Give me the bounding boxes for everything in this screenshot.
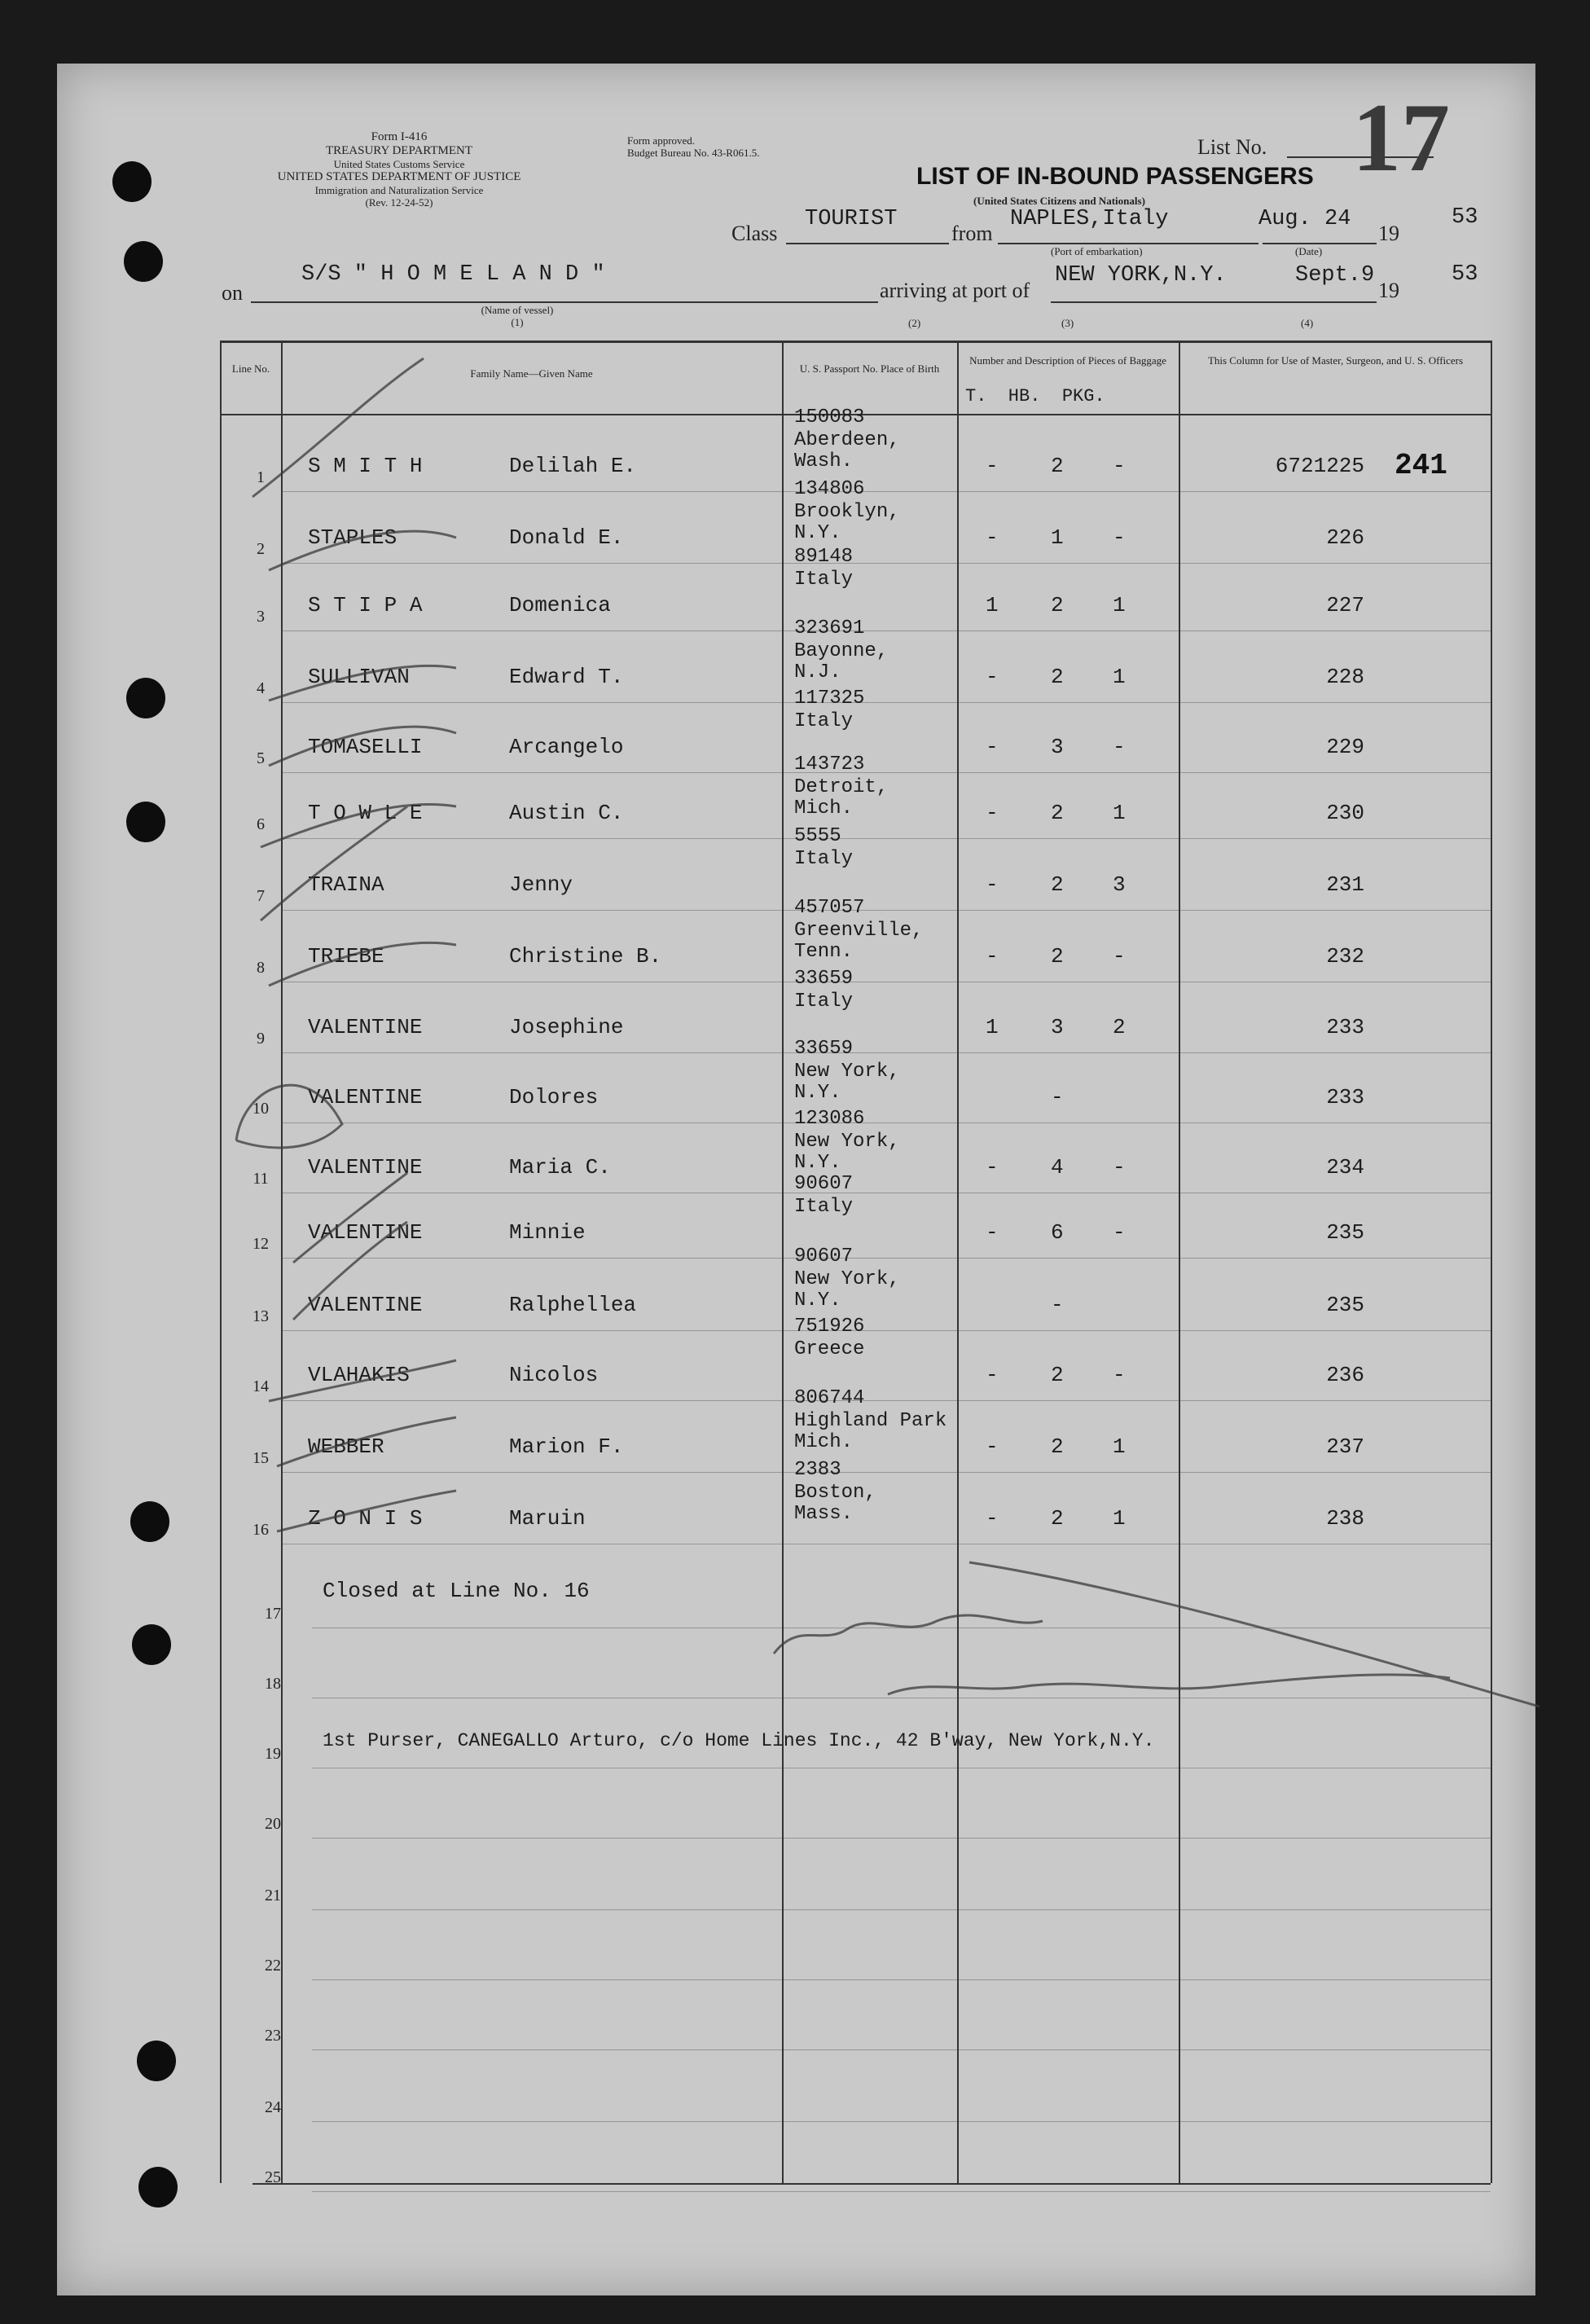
row-bag-hb: 2 xyxy=(1051,593,1064,617)
row-family-name: TOMASELLI xyxy=(308,735,423,759)
row-given-name: Dolores xyxy=(509,1085,599,1109)
row-officer-entry: 228 xyxy=(1326,665,1364,689)
row-bag-t: - xyxy=(986,1155,999,1180)
row-birthplace-1: Bayonne, xyxy=(794,640,889,662)
from-label: from xyxy=(951,222,993,245)
row-passport-no: 150083 xyxy=(794,406,865,428)
row-family-name: TRIEBE xyxy=(308,944,384,969)
page-subtitle: (United States Citizens and Nationals) xyxy=(973,195,1145,207)
row-bag-pkg: - xyxy=(1113,1363,1126,1387)
row-given-name: Delilah E. xyxy=(509,454,637,478)
row-birthplace-2: N.Y. xyxy=(794,1289,841,1311)
row-birthplace-1: Boston, xyxy=(794,1482,876,1504)
row-birthplace-1: Italy xyxy=(794,569,854,591)
row-birthplace-1: Greece xyxy=(794,1338,865,1360)
row-bag-pkg: 1 xyxy=(1113,1506,1126,1531)
row-given-name: Ralphellea xyxy=(509,1293,637,1317)
from-value: NAPLES,Italy xyxy=(1010,207,1169,231)
row-line-number: 7 xyxy=(257,887,265,905)
row-line-number: 22 xyxy=(265,1957,281,1975)
row-bag-t: - xyxy=(986,1506,999,1531)
row-bag-pkg: 3 xyxy=(1113,872,1126,897)
row-passport-no: 323691 xyxy=(794,617,865,639)
row-bag-pkg: 1 xyxy=(1113,593,1126,617)
row-birthplace-2: N.Y. xyxy=(794,1152,841,1174)
row-birthplace-2: Mass. xyxy=(794,1503,854,1525)
row-birthplace-2: N.Y. xyxy=(794,522,841,544)
row-line-number: 15 xyxy=(253,1449,269,1467)
row-bag-hb: 2 xyxy=(1051,1363,1064,1387)
col-baggage: Number and Description of Pieces of Baggage xyxy=(969,354,1166,367)
row-passport-no: 5555 xyxy=(794,825,841,847)
row-passport-no: 143723 xyxy=(794,753,865,775)
row-birthplace-1: Greenville, xyxy=(794,920,924,942)
row-bag-t: - xyxy=(986,1363,999,1387)
row-officer-entry: 235 xyxy=(1326,1293,1364,1317)
arriving-label: arriving at port of xyxy=(880,279,1030,302)
row-bag-t: - xyxy=(986,665,999,689)
embark-num: (3) xyxy=(1061,317,1074,329)
row-family-name: S M I T H xyxy=(308,454,423,478)
row-birthplace-1: New York, xyxy=(794,1061,900,1083)
row-passport-no: 90607 xyxy=(794,1173,854,1195)
arrival-port: NEW YORK,N.Y. xyxy=(1055,263,1227,288)
row-line-number: 10 xyxy=(253,1100,269,1118)
row-line-number: 11 xyxy=(253,1170,269,1188)
vessel-caption: (Name of vessel) (1) xyxy=(481,304,554,328)
row-birthplace-1: Italy xyxy=(794,1196,854,1218)
budget-text: Budget Bureau No. 43-R061.5. xyxy=(627,146,760,159)
row-officer-entry: 233 xyxy=(1326,1085,1364,1109)
row-bag-pkg: 1 xyxy=(1113,801,1126,825)
row-passport-no: 751926 xyxy=(794,1316,865,1338)
row-bag-pkg: - xyxy=(1113,1220,1126,1245)
row-bag-hb: 2 xyxy=(1051,801,1064,825)
row-bag-pkg: - xyxy=(1113,735,1126,759)
page-title: LIST OF IN-BOUND PASSENGERS xyxy=(916,163,1314,190)
on-label: on xyxy=(222,281,243,305)
date-num: (4) xyxy=(1301,317,1314,329)
row-bag-hb: 2 xyxy=(1051,1506,1064,1531)
row-officer-entry-2: 241 xyxy=(1395,449,1447,482)
row-family-name: VALENTINE xyxy=(308,1085,423,1109)
row-birthplace-1: Detroit, xyxy=(794,776,889,798)
row-family-name: VALENTINE xyxy=(308,1293,423,1317)
form-number: Form I-416 xyxy=(371,130,428,143)
row-line-number: 8 xyxy=(257,959,265,977)
row-line-number: 13 xyxy=(253,1307,269,1325)
date-from: Aug. 24 xyxy=(1258,207,1351,231)
date-caption: (Date) xyxy=(1295,245,1323,257)
col-line-no: Line No. xyxy=(231,362,270,375)
closed-note: Closed at Line No. 16 xyxy=(323,1579,590,1603)
row-given-name: Maria C. xyxy=(509,1155,611,1180)
row-bag-hb: 3 xyxy=(1051,1015,1064,1039)
row-officer-entry: 230 xyxy=(1326,801,1364,825)
row-birthplace-1: Highland Park xyxy=(794,1410,947,1432)
row-officer-entry: 227 xyxy=(1326,593,1364,617)
row-bag-hb: 3 xyxy=(1051,735,1064,759)
row-officer-entry: 235 xyxy=(1326,1220,1364,1245)
row-family-name: SULLIVAN xyxy=(308,665,410,689)
embark-caption: (Port of embarkation) xyxy=(1051,245,1143,257)
row-bag-hb: - xyxy=(1051,1085,1064,1109)
row-officer-entry: 238 xyxy=(1326,1506,1364,1531)
row-passport-no: 806744 xyxy=(794,1387,865,1409)
row-bag-hb: - xyxy=(1051,1293,1064,1317)
row-line-number: 16 xyxy=(253,1521,269,1539)
row-officer-entry: 233 xyxy=(1326,1015,1364,1039)
customs-service: United States Customs Service xyxy=(333,157,465,170)
list-no-label: List No. xyxy=(1197,135,1267,159)
row-birthplace-1: Italy xyxy=(794,710,854,732)
col-baggage-sub: T. HB. PKG. xyxy=(965,386,1105,406)
row-officer-entry: 236 xyxy=(1326,1363,1364,1387)
approved-text: Form approved. xyxy=(627,134,696,147)
row-bag-t: 1 xyxy=(986,1015,999,1039)
row-family-name: S T I P A xyxy=(308,593,423,617)
row-given-name: Arcangelo xyxy=(509,735,624,759)
row-passport-no: 117325 xyxy=(794,688,865,710)
row-bag-pkg: - xyxy=(1113,525,1126,550)
row-bag-t: 1 xyxy=(986,593,999,617)
row-bag-hb: 2 xyxy=(1051,454,1064,478)
row-bag-pkg: 1 xyxy=(1113,665,1126,689)
row-family-name: STAPLES xyxy=(308,525,398,550)
row-line-number: 1 xyxy=(257,468,265,486)
row-birthplace-2: N.J. xyxy=(794,661,841,683)
row-birthplace-2: Mich. xyxy=(794,797,854,819)
row-officer-entry: 232 xyxy=(1326,944,1364,969)
row-bag-pkg: 2 xyxy=(1113,1015,1126,1039)
justice-dept: UNITED STATES DEPARTMENT OF JUSTICE xyxy=(277,170,521,184)
row-family-name: VALENTINE xyxy=(308,1155,423,1180)
row-given-name: Donald E. xyxy=(509,525,624,550)
row-given-name: Jenny xyxy=(509,872,573,897)
row-birthplace-1: Italy xyxy=(794,991,854,1013)
row-bag-pkg: 1 xyxy=(1113,1434,1126,1459)
row-family-name: VALENTINE xyxy=(308,1015,423,1039)
row-birthplace-2: Wash. xyxy=(794,450,854,472)
row-passport-no: 90607 xyxy=(794,1245,854,1267)
row-passport-no: 457057 xyxy=(794,897,865,919)
row-bag-t: - xyxy=(986,735,999,759)
row-bag-hb: 2 xyxy=(1051,665,1064,689)
col-passport: U. S. Passport No. Place of Birth xyxy=(799,362,940,375)
row-bag-t: - xyxy=(986,1434,999,1459)
row-family-name: TRAINA xyxy=(308,872,384,897)
row-line-number: 23 xyxy=(265,2027,281,2045)
row-given-name: Josephine xyxy=(509,1015,624,1039)
row-officer-entry: 234 xyxy=(1326,1155,1364,1180)
row-officer-entry: 229 xyxy=(1326,735,1364,759)
col-officers: This Column for Use of Master, Surgeon, and U. S. Officers xyxy=(1207,354,1464,367)
row-given-name: Domenica xyxy=(509,593,611,617)
row-family-name: Z O N I S xyxy=(308,1506,423,1531)
row-line-number: 20 xyxy=(265,1815,281,1833)
row-passport-no: 33659 xyxy=(794,1038,854,1060)
arrival-date: Sept.9 xyxy=(1295,263,1375,288)
col-name: Family Name—Given Name xyxy=(470,367,593,380)
row-birthplace-1: New York, xyxy=(794,1131,900,1153)
row-given-name: Edward T. xyxy=(509,665,624,689)
row-family-name: VALENTINE xyxy=(308,1220,423,1245)
row-line-number: 6 xyxy=(257,815,265,833)
row-birthplace-2: Tenn. xyxy=(794,941,854,963)
row-bag-hb: 2 xyxy=(1051,944,1064,969)
row-given-name: Marion F. xyxy=(509,1434,624,1459)
row-birthplace-2: Mich. xyxy=(794,1431,854,1453)
purser-note: 1st Purser, CANEGALLO Arturo, c/o Home Lines Inc., 42 B'way, New York,N.Y. xyxy=(323,1730,1155,1751)
row-passport-no: 33659 xyxy=(794,968,854,990)
row-given-name: Austin C. xyxy=(509,801,624,825)
row-bag-hb: 4 xyxy=(1051,1155,1064,1180)
year-prefix-2: 19 xyxy=(1378,279,1399,302)
row-passport-no: 134806 xyxy=(794,478,865,500)
ins-service: Immigration and Naturalization Service xyxy=(314,183,484,196)
row-officer-entry: 231 xyxy=(1326,872,1364,897)
row-birthplace-1: New York, xyxy=(794,1268,900,1290)
row-given-name: Christine B. xyxy=(509,944,662,969)
row-officer-entry: 226 xyxy=(1326,525,1364,550)
row-birthplace-1: Brooklyn, xyxy=(794,501,900,523)
row-bag-hb: 1 xyxy=(1051,525,1064,550)
row-line-number: 25 xyxy=(265,2168,281,2186)
row-family-name: T O W L E xyxy=(308,801,423,825)
row-bag-pkg: - xyxy=(1113,944,1126,969)
treasury-dept: TREASURY DEPARTMENT xyxy=(325,144,473,158)
row-passport-no: 123086 xyxy=(794,1108,865,1130)
row-line-number: 9 xyxy=(257,1030,265,1048)
vessel-name: S/S " H O M E L A N D " xyxy=(301,262,605,287)
row-line-number: 24 xyxy=(265,2098,281,2116)
row-birthplace-2: N.Y. xyxy=(794,1082,841,1104)
year-from: 53 xyxy=(1452,205,1478,230)
row-passport-no: 89148 xyxy=(794,546,854,568)
row-line-number: 4 xyxy=(257,679,265,697)
row-given-name: Maruin xyxy=(509,1506,586,1531)
row-line-number: 2 xyxy=(257,540,265,558)
row-line-number: 21 xyxy=(265,1887,281,1904)
col2-num: (2) xyxy=(908,317,921,329)
row-officer-entry: 237 xyxy=(1326,1434,1364,1459)
row-bag-t: - xyxy=(986,1220,999,1245)
year-arrival: 53 xyxy=(1452,262,1478,287)
row-line-number: 3 xyxy=(257,608,265,626)
row-family-name: VLAHAKIS xyxy=(308,1363,410,1387)
row-family-name: WEBBER xyxy=(308,1434,384,1459)
form-revision: (Rev. 12-24-52) xyxy=(365,195,433,209)
row-bag-pkg: - xyxy=(1113,454,1126,478)
row-officer-entry: 6721225 xyxy=(1275,454,1364,478)
row-bag-t: - xyxy=(986,525,999,550)
row-birthplace-1: Aberdeen, xyxy=(794,429,900,451)
row-bag-t: - xyxy=(986,944,999,969)
row-line-number: 18 xyxy=(265,1675,281,1693)
list-no-value: 17 xyxy=(1352,83,1450,191)
row-given-name: Nicolos xyxy=(509,1363,599,1387)
row-bag-t: - xyxy=(986,872,999,897)
row-line-number: 12 xyxy=(253,1235,269,1253)
row-bag-hb: 6 xyxy=(1051,1220,1064,1245)
row-bag-t: - xyxy=(986,454,999,478)
row-line-number: 5 xyxy=(257,749,265,767)
row-bag-pkg: - xyxy=(1113,1155,1126,1180)
row-bag-hb: 2 xyxy=(1051,1434,1064,1459)
row-given-name: Minnie xyxy=(509,1220,586,1245)
row-line-number: 19 xyxy=(265,1745,281,1763)
row-bag-hb: 2 xyxy=(1051,872,1064,897)
class-value: TOURIST xyxy=(805,207,898,231)
row-line-number: 17 xyxy=(265,1605,281,1623)
row-birthplace-1: Italy xyxy=(794,848,854,870)
row-line-number: 14 xyxy=(253,1377,269,1395)
year-prefix: 19 xyxy=(1378,222,1399,245)
row-passport-no: 2383 xyxy=(794,1459,841,1481)
row-bag-t: - xyxy=(986,801,999,825)
class-label: Class xyxy=(731,222,778,245)
